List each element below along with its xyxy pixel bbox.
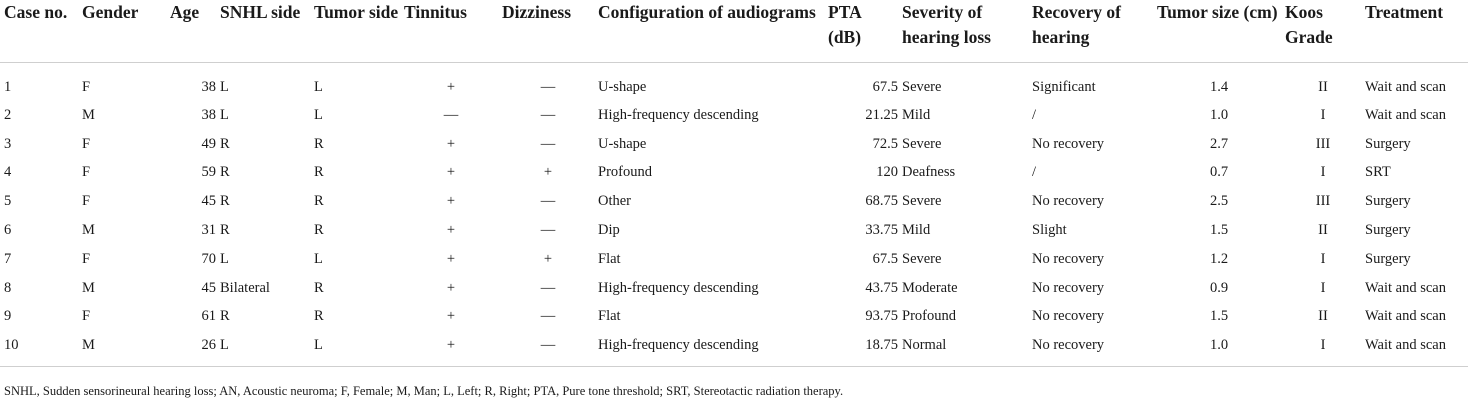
cell-tinnitus: + <box>446 193 456 210</box>
cell-snhl-side: R <box>220 164 230 181</box>
header-snhl-side: SNHL side <box>220 2 301 22</box>
cell-treatment: SRT <box>1365 164 1391 181</box>
cell-tumor-size: 1.0 <box>1209 337 1229 354</box>
cell-tinnitus: + <box>446 250 456 267</box>
cell-tumor-size: 1.0 <box>1209 106 1229 123</box>
cell-tumor-side: L <box>314 250 323 267</box>
cell-gender: F <box>82 308 91 325</box>
cell-configuration: Other <box>598 193 632 210</box>
cell-tumor-side: L <box>314 78 323 95</box>
cell-snhl-side: L <box>220 250 229 267</box>
cell-recovery: No recovery <box>1032 250 1105 267</box>
cell-snhl-side: R <box>220 193 230 210</box>
cell-dizziness: — <box>540 222 556 239</box>
cell-tinnitus: + <box>446 164 456 181</box>
cell-tumor-size: 1.5 <box>1209 308 1229 325</box>
header-age: Age <box>170 2 200 22</box>
cell-case-no: 7 <box>4 250 12 267</box>
cell-pta: 120 <box>876 164 898 181</box>
cell-snhl-side: L <box>220 106 229 123</box>
header-row <box>0 0 1468 63</box>
cell-recovery: Slight <box>1032 222 1067 239</box>
cell-configuration: Flat <box>598 250 621 267</box>
header-tinnitus: Tinnitus <box>404 2 467 22</box>
cell-koos-grade: I <box>1320 279 1326 296</box>
cell-tinnitus: + <box>446 308 456 325</box>
cell-pta: 68.75 <box>865 193 898 210</box>
cell-pta: 67.5 <box>872 250 898 267</box>
cell-koos-grade: I <box>1320 250 1326 267</box>
cell-age: 59 <box>201 164 216 181</box>
cell-tumor-size: 1.5 <box>1209 222 1229 239</box>
cell-configuration: U-shape <box>598 78 647 95</box>
cell-treatment: Surgery <box>1365 250 1411 267</box>
cell-severity: Severe <box>902 250 942 267</box>
cell-dizziness: — <box>540 135 556 152</box>
cell-tumor-side: R <box>314 193 324 210</box>
cell-gender: F <box>82 164 91 181</box>
cell-pta: 93.75 <box>865 308 898 325</box>
cell-case-no: 9 <box>4 308 12 325</box>
cell-pta: 72.5 <box>872 135 898 152</box>
cell-tumor-side: R <box>314 135 324 152</box>
cell-pta: 21.25 <box>865 106 898 123</box>
header-recovery: Recovery of hearing <box>1032 2 1121 47</box>
cell-severity: Mild <box>902 222 931 239</box>
cell-treatment: Wait and scan <box>1365 106 1446 123</box>
cell-pta: 43.75 <box>865 279 898 296</box>
cell-age: 45 <box>201 279 216 296</box>
cell-case-no: 10 <box>4 337 19 354</box>
cell-recovery: / <box>1032 164 1037 181</box>
cell-case-no: 2 <box>4 106 12 123</box>
header-tumor-side: Tumor side <box>314 2 399 22</box>
cell-koos-grade: I <box>1320 106 1326 123</box>
cell-treatment: Wait and scan <box>1365 78 1446 95</box>
table-row <box>0 274 1468 303</box>
cell-tumor-side: L <box>314 106 323 123</box>
header-tumor-size: Tumor size (cm) <box>1157 2 1278 22</box>
cell-gender: F <box>82 135 91 152</box>
cell-tumor-side: R <box>314 222 324 239</box>
cell-treatment: Surgery <box>1365 193 1411 210</box>
cell-dizziness: — <box>540 337 556 354</box>
header-gender: Gender <box>82 2 139 22</box>
cell-configuration: High-frequency descending <box>598 279 759 296</box>
cell-dizziness: — <box>540 106 556 123</box>
cell-snhl-side: L <box>220 337 229 354</box>
table-row <box>0 245 1468 274</box>
cell-tinnitus: + <box>446 78 456 95</box>
cell-snhl-side: R <box>220 222 230 239</box>
cell-recovery: No recovery <box>1032 193 1105 210</box>
cell-gender: F <box>82 78 91 95</box>
cell-configuration: Profound <box>598 164 652 181</box>
cell-tinnitus: + <box>446 337 456 354</box>
cell-case-no: 6 <box>4 222 12 239</box>
cell-tumor-size: 2.5 <box>1209 193 1229 210</box>
header-treatment: Treatment <box>1365 2 1444 22</box>
cell-tumor-size: 2.7 <box>1209 135 1229 152</box>
cell-case-no: 5 <box>4 193 12 210</box>
cell-age: 38 <box>201 78 216 95</box>
cell-recovery: Significant <box>1032 78 1096 95</box>
cell-case-no: 1 <box>4 78 12 95</box>
cell-case-no: 4 <box>4 164 12 181</box>
cell-snhl-side: Bilateral <box>220 279 270 296</box>
cell-snhl-side: R <box>220 135 230 152</box>
table-row <box>0 187 1468 216</box>
table-row <box>0 303 1468 332</box>
cell-severity: Severe <box>902 78 942 95</box>
cell-treatment: Surgery <box>1365 135 1411 152</box>
cell-koos-grade: II <box>1318 78 1328 95</box>
header-configuration: Configuration of audiograms <box>598 2 816 22</box>
cell-snhl-side: R <box>220 308 230 325</box>
cell-recovery: No recovery <box>1032 337 1105 354</box>
cell-treatment: Wait and scan <box>1365 337 1446 354</box>
cell-gender: M <box>82 222 95 239</box>
cell-dizziness: — <box>540 308 556 325</box>
cell-age: 49 <box>201 135 216 152</box>
cell-tinnitus: + <box>446 279 456 296</box>
cell-pta: 67.5 <box>872 78 898 95</box>
cell-age: 61 <box>201 308 216 325</box>
table-row <box>0 331 1468 366</box>
cell-tumor-side: L <box>314 337 323 354</box>
cell-dizziness: — <box>540 193 556 210</box>
cell-koos-grade: III <box>1315 135 1331 152</box>
cell-dizziness: — <box>540 78 556 95</box>
header-case-no: Case no. <box>4 2 68 22</box>
cell-age: 31 <box>201 222 216 239</box>
cell-pta: 33.75 <box>865 222 898 239</box>
table-row <box>0 63 1468 102</box>
cell-case-no: 3 <box>4 135 12 152</box>
cell-age: 45 <box>201 193 216 210</box>
cell-severity: Deafness <box>902 164 956 181</box>
cell-snhl-side: L <box>220 78 229 95</box>
header-severity: Severity of hearing loss <box>902 2 991 47</box>
cell-koos-grade: I <box>1320 337 1326 354</box>
cell-severity: Profound <box>902 308 956 325</box>
cell-tumor-side: R <box>314 279 324 296</box>
cell-tinnitus: + <box>446 135 456 152</box>
cell-configuration: U-shape <box>598 135 647 152</box>
footnote: SNHL, Sudden sensorineural hearing loss; AN, Acoustic neuroma; F, Female; M, Man; L, Left; R, Right; PTA, Pure tone threshold; SRT, Stereotactic radiation therapy. <box>4 384 844 398</box>
cell-gender: M <box>82 106 95 123</box>
cell-dizziness: — <box>540 279 556 296</box>
cell-age: 70 <box>201 250 216 267</box>
cell-gender: F <box>82 250 91 267</box>
cell-recovery: No recovery <box>1032 308 1105 325</box>
header-pta: PTA (dB) <box>828 2 862 47</box>
cell-gender: M <box>82 279 95 296</box>
cell-case-no: 8 <box>4 279 12 296</box>
cell-severity: Severe <box>902 193 942 210</box>
cell-tumor-size: 0.9 <box>1209 279 1229 296</box>
cell-treatment: Wait and scan <box>1365 279 1446 296</box>
cell-recovery: No recovery <box>1032 279 1105 296</box>
cell-configuration: High-frequency descending <box>598 106 759 123</box>
cell-configuration: High-frequency descending <box>598 337 759 354</box>
cell-koos-grade: II <box>1318 308 1328 325</box>
cell-dizziness: + <box>543 250 553 267</box>
cell-koos-grade: III <box>1315 193 1331 210</box>
cell-recovery: / <box>1032 106 1037 123</box>
table-row <box>0 159 1468 188</box>
cell-configuration: Flat <box>598 308 621 325</box>
cell-tinnitus: — <box>443 106 459 123</box>
cell-configuration: Dip <box>598 222 620 239</box>
cell-tumor-side: R <box>314 308 324 325</box>
header-dizziness: Dizziness <box>502 2 572 22</box>
header-koos-grade: Koos Grade <box>1285 2 1333 47</box>
cell-severity: Severe <box>902 135 942 152</box>
cell-recovery: No recovery <box>1032 135 1105 152</box>
table-row <box>0 216 1468 245</box>
cell-gender: F <box>82 193 91 210</box>
cell-tumor-size: 0.7 <box>1209 164 1229 181</box>
cell-dizziness: + <box>543 164 553 181</box>
cell-pta: 18.75 <box>865 337 898 354</box>
table-row <box>0 101 1468 130</box>
cell-koos-grade: II <box>1318 222 1328 239</box>
cell-tumor-size: 1.2 <box>1209 250 1229 267</box>
cell-treatment: Wait and scan <box>1365 308 1446 325</box>
cell-tinnitus: + <box>446 222 456 239</box>
table-body <box>0 63 1468 367</box>
cell-tumor-size: 1.4 <box>1209 78 1229 95</box>
cell-severity: Moderate <box>902 279 958 296</box>
cell-severity: Mild <box>902 106 931 123</box>
cell-age: 38 <box>201 106 216 123</box>
cell-tumor-side: R <box>314 164 324 181</box>
cell-koos-grade: I <box>1320 164 1326 181</box>
cell-gender: M <box>82 337 95 354</box>
cell-age: 26 <box>201 337 216 354</box>
cell-severity: Normal <box>902 337 947 354</box>
cell-treatment: Surgery <box>1365 222 1411 239</box>
table-row <box>0 130 1468 159</box>
